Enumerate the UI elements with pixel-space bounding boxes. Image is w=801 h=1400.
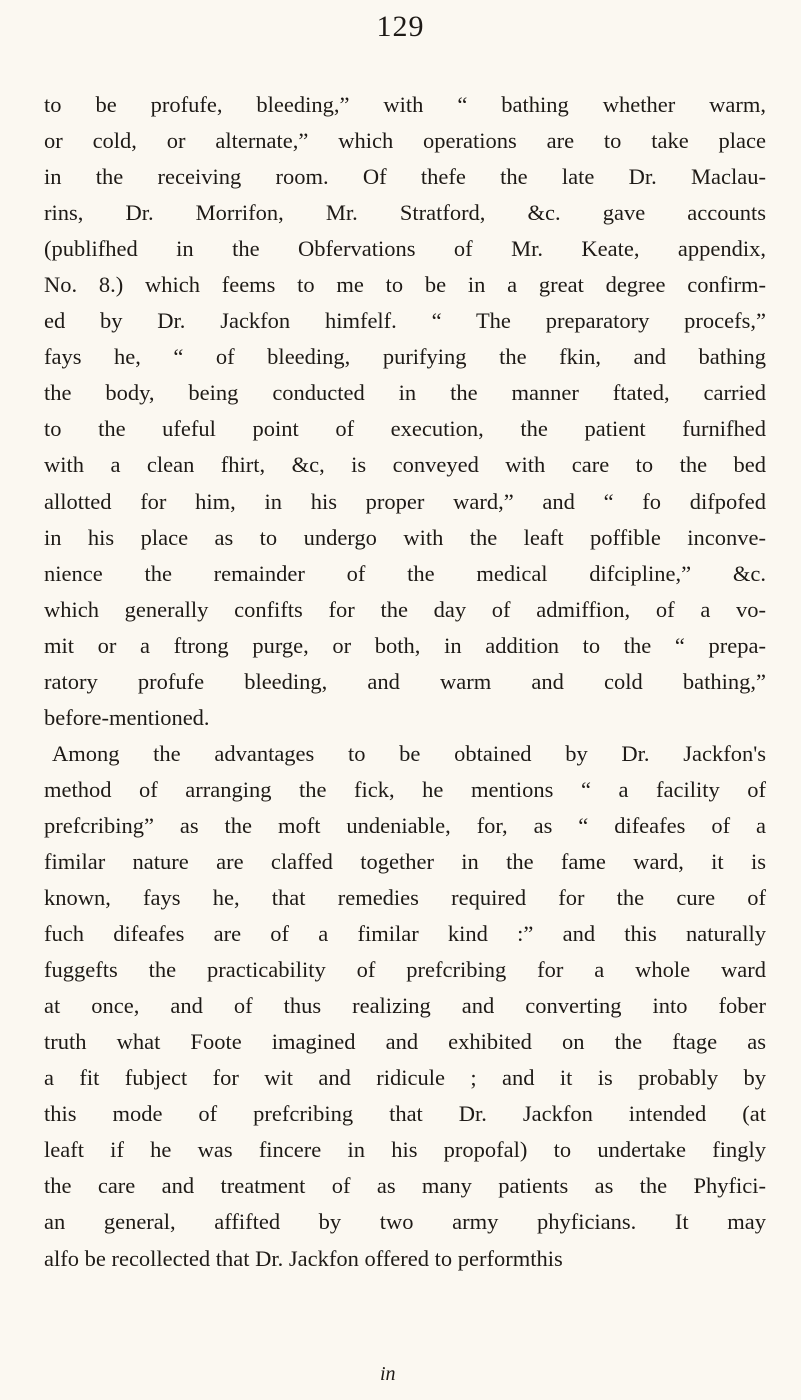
text-line: fuggefts the practicability of prefcribing for a whole ward	[44, 957, 766, 983]
text-line: in the receiving room. Of thefe the late Dr. Maclau-	[44, 164, 766, 190]
text-line: at once, and of thus realizing and converting into fober	[44, 993, 766, 1019]
text-line: nience the remainder of the medical difcipline,” &c.	[44, 560, 766, 586]
page-number: 129	[376, 10, 425, 43]
text-line: fays he, “ of bleeding, purifying the fkin, and bathing	[44, 344, 766, 370]
text-line: Among the advantages to be obtained by Dr. Jackfon's	[52, 740, 766, 766]
text-line: (publifhed in the Obfervations of Mr. Keate, appendix,	[44, 236, 766, 262]
text-line: rins, Dr. Morrifon, Mr. Stratford, &c. gave accounts	[44, 200, 766, 226]
body-text	[44, 87, 766, 1277]
text-line: prefcribing” as the moft undeniable, for, as “ difeafes of a	[44, 812, 766, 838]
text-line: before-mentioned.	[44, 704, 210, 730]
text-line: known, fays he, that remedies required for the cure of	[44, 885, 766, 911]
text-line: a fit fubject for wit and ridicule ; and it is probably by	[44, 1065, 766, 1091]
text-line: truth what Foote imagined and exhibited on the ftage as	[44, 1029, 766, 1055]
text-line: leaft if he was fincere in his propofal) to undertake fingly	[44, 1137, 766, 1163]
text-line: alfo be recollected that Dr. Jackfon offered to performthis	[44, 1245, 563, 1271]
text-line: method of arranging the fick, he mentions “ a facility of	[44, 776, 766, 802]
catchword: in	[380, 1363, 396, 1385]
text-line: in his place as to undergo with the leaft poffible inconve-	[44, 524, 766, 550]
text-line: or cold, or alternate,” which operations are to take place	[44, 128, 766, 154]
text-line: mit or a ftrong purge, or both, in addition to the “ prepa-	[44, 632, 766, 658]
text-line: which generally confifts for the day of admiffion, of a vo-	[44, 596, 766, 622]
text-line: fimilar nature are claffed together in the fame ward, it is	[44, 848, 766, 874]
text-line: No. 8.) which feems to me to be in a great degree confirm-	[44, 272, 766, 298]
text-line: with a clean fhirt, &c, is conveyed with care to the bed	[44, 452, 766, 478]
text-line: fuch difeafes are of a fimilar kind :” and this naturally	[44, 921, 766, 947]
text-line: to the ufeful point of execution, the patient furnifhed	[44, 416, 766, 442]
text-line: allotted for him, in his proper ward,” and “ fo difpofed	[44, 488, 766, 514]
text-line: ratory profufe bleeding, and warm and cold bathing,”	[44, 668, 766, 694]
text-line: the body, being conducted in the manner ftated, carried	[44, 380, 766, 406]
text-line: to be profufe, bleeding,” with “ bathing whether warm,	[44, 92, 766, 117]
text-line: an general, affifted by two army phyficians. It may	[44, 1209, 766, 1235]
text-line: ed by Dr. Jackfon himfelf. “ The preparatory procefs,”	[44, 308, 766, 334]
text-line: the care and treatment of as many patients as the Phyfici-	[44, 1173, 766, 1199]
text-line: this mode of prefcribing that Dr. Jackfon intended (at	[44, 1101, 766, 1127]
